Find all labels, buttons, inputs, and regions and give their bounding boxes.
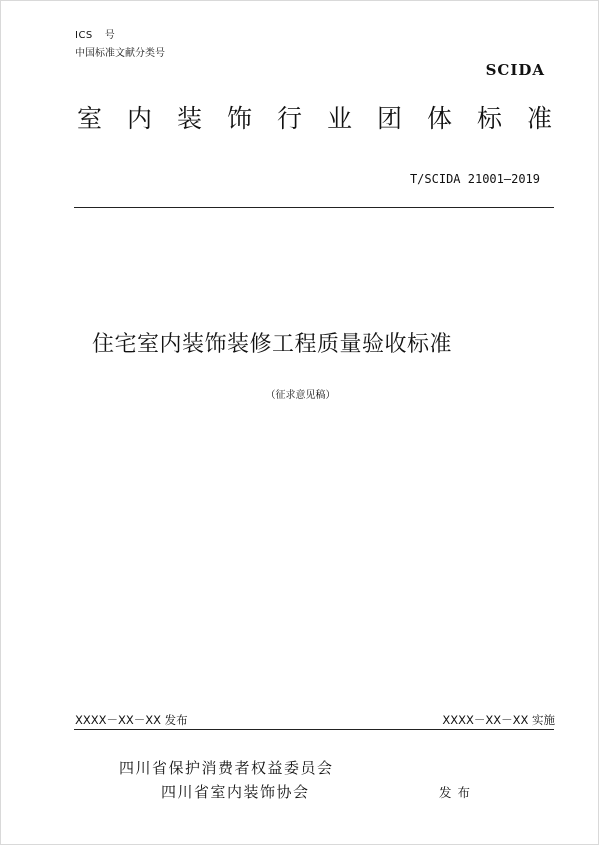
ics-line	[75, 26, 115, 41]
issuer-consumer-committee: 四川省保护消费者权益委员会	[119, 759, 334, 777]
org-abbreviation: SCIDA	[485, 61, 545, 79]
ics-number-label: 号	[104, 30, 116, 41]
publish-date: XXXX－XX－XX 发布	[75, 713, 188, 727]
draft-note: （征求意见稿）	[265, 390, 336, 401]
document-title: 住宅室内装饰装修工程质量验收标准	[92, 332, 453, 357]
bottom-divider	[74, 729, 554, 730]
standard-category: 室内装饰行业团体标准	[77, 104, 578, 133]
issue-label: 发布	[439, 785, 477, 800]
issuer-decoration-association: 四川省室内装饰协会	[161, 783, 310, 801]
standard-number: T/SCIDA 21001—2019	[409, 172, 540, 186]
effective-date: XXXX－XX－XX 实施	[442, 713, 555, 727]
clc-label: 中国标准文献分类号	[75, 48, 165, 59]
top-divider	[74, 207, 554, 208]
ics-label: ICS	[75, 30, 93, 41]
